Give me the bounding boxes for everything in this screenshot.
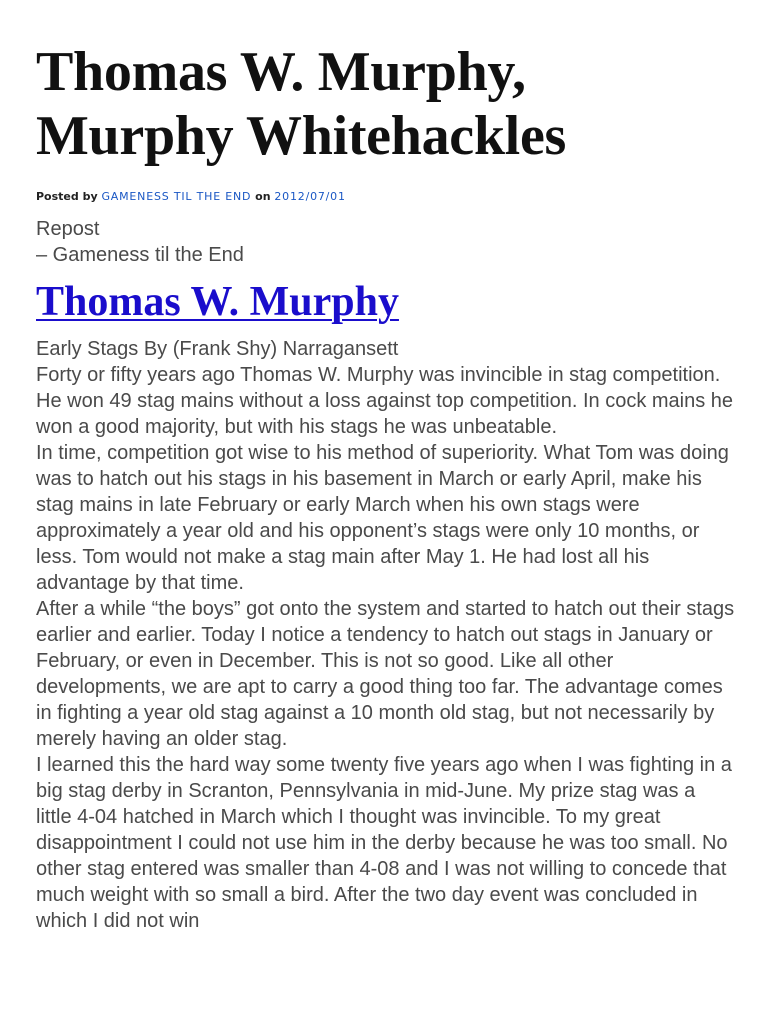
- post-title-line1: Thomas W. Murphy,: [36, 41, 526, 103]
- post-container: [36, 40, 736, 934]
- section-heading: [36, 278, 736, 326]
- repost-label: Repost: [36, 218, 100, 240]
- post-title: [36, 40, 736, 168]
- article-paragraph: Early Stags By (Frank Shy) Narragansett: [36, 338, 399, 360]
- post-title-line2: Murphy Whitehackles: [36, 105, 566, 167]
- article-paragraph: In time, competition got wise to his method of superiority. What Tom was doing was to hatch out his stags in his basement in March or early April, make his stag mains in late February or early March when his own stags were approximately a year old and his opponent’s stags were only 10 months, or less. Tom would not make a stag main after May 1. He had lost all his advantage by that time.: [36, 442, 729, 594]
- article-paragraph: I learned this the hard way some twenty five years ago when I was fighting in a big stag derby in Scranton, Pennsylvania in mid-June. My prize stag was a little 4-04 hatched in March which I thought was invincible. To my great disappointment I could not use him in the derby because he was too small. No other stag entered was smaller than 4-08 and I was not willing to concede that much weight with so small a bird. After the two day event was concluded in which I did not win: [36, 754, 732, 932]
- on-label: on: [255, 190, 271, 203]
- article-paragraph: Forty or fifty years ago Thomas W. Murphy was invincible in stag competition. He won 49 stag mains without a loss against top competition. In cock mains he won a good majority, but with his stags he was unbeatable.: [36, 364, 734, 438]
- intro-block: [36, 216, 736, 268]
- article-paragraph: After a while “the boys” got onto the system and started to hatch out their stags earlier and earlier. Today I notice a tendency to hatch out stags in January or February, or even in December. This is not so good. Like all other developments, we are apt to carry a good thing too far. The advantage comes in fighting a year old stag against a 10 month old stag, but not necessarily by merely having an older stag.: [36, 598, 735, 750]
- author-link[interactable]: GAMENESS TIL THE END: [101, 190, 252, 203]
- repost-attribution: – Gameness til the End: [36, 244, 244, 266]
- section-heading-link[interactable]: Thomas W. Murphy: [36, 279, 399, 325]
- post-meta: [36, 190, 736, 204]
- post-date-link[interactable]: 2012/07/01: [274, 190, 346, 203]
- article-body: [36, 336, 736, 934]
- posted-by-label: Posted by: [36, 190, 98, 203]
